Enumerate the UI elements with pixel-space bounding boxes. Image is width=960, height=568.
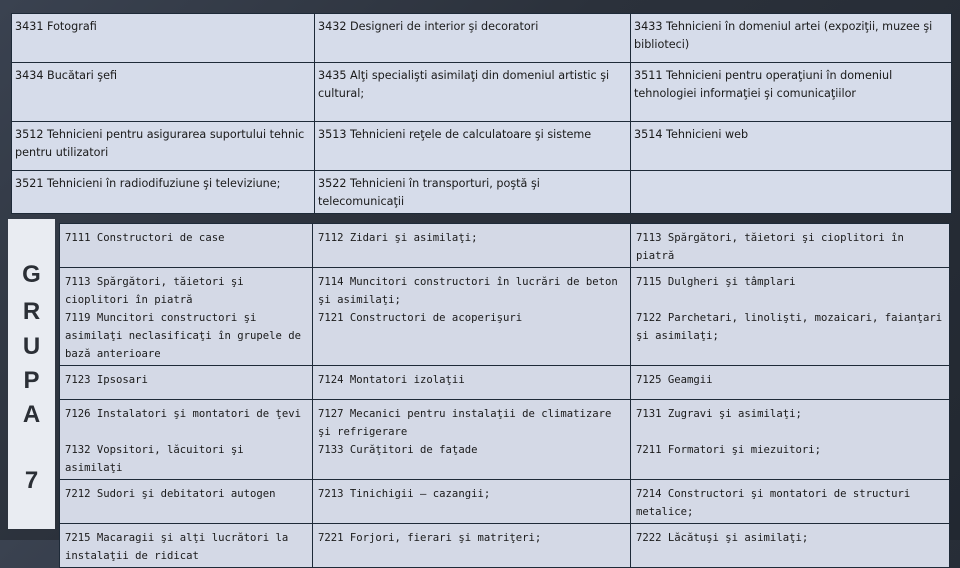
table-cell: 3432 Designeri de interior şi decoratori: [315, 14, 631, 63]
table-cell: 7111 Constructori de case: [60, 224, 313, 268]
table-cell: 3522 Tehnicieni în transporturi, poştă şi telecomunicaţii: [315, 171, 631, 214]
table-cell: 3521 Tehnicieni în radiodifuziune şi televiziune;: [12, 171, 315, 214]
side-letter-a: A: [22, 401, 41, 428]
table-row: [60, 366, 950, 400]
table-row: [60, 524, 950, 568]
table-row: [60, 224, 950, 268]
table-row: [60, 480, 950, 524]
side-letter-g: G: [22, 261, 41, 288]
side-letter-p: P: [23, 367, 40, 394]
table-cell: 7113 Spărgători, tăietori şi cioplitori în piatră: [631, 224, 950, 268]
table-cell: 7115 Dulgheri şi tâmplari 7122 Parchetari, linolişti, mozaicari, faianţari şi asimilaţi;: [631, 268, 950, 366]
side-letter-7: 7: [24, 467, 39, 494]
table-cell: 3512 Tehnicieni pentru asigurarea suportului tehnic pentru utilizatori: [12, 122, 315, 171]
table-cell: 7214 Constructori şi montatori de structuri metalice;: [631, 480, 950, 524]
table-row: [12, 171, 952, 214]
table-cell: 7213 Tinichigii – cazangii;: [313, 480, 631, 524]
table-cell: 7131 Zugravi şi asimilaţi; 7211 Formatori şi miezuitori;: [631, 400, 950, 480]
table-cell: 7114 Muncitori constructori în lucrări de beton şi asimilaţi; 7121 Constructori de acoperişuri: [313, 268, 631, 366]
table-row: [60, 268, 950, 366]
table-cell: 7215 Macaragii şi alţi lucrători la instalaţii de ridicat: [60, 524, 313, 568]
table-cell: 3514 Tehnicieni web: [631, 122, 952, 171]
table-cell: [631, 171, 952, 214]
table-cell: 7113 Spărgători, tăietori şi cioplitori în piatră 7119 Muncitori constructori şi asimilaţi neclasificaţi în grupele de bază anterioare: [60, 268, 313, 366]
table-cell: 7112 Zidari şi asimilaţi;: [313, 224, 631, 268]
table-cell: 7222 Lăcătuşi şi asimilaţi;: [631, 524, 950, 568]
table-row: [60, 400, 950, 480]
occupations-table-group-7: [59, 223, 950, 568]
table-cell: 3433 Tehnicieni în domeniul artei (expoziţii, muzee şi biblioteci): [631, 14, 952, 63]
table-cell: 7125 Geamgii: [631, 366, 950, 400]
group-7-label: [8, 219, 55, 529]
table-cell: 3431 Fotografi: [12, 14, 315, 63]
table-cell: 7127 Mecanici pentru instalaţii de climatizare şi refrigerare 7133 Curăţitori de faţade: [313, 400, 631, 480]
table-cell: 3511 Tehnicieni pentru operaţiuni în domeniul tehnologiei informaţiei şi comunicaţiilor: [631, 63, 952, 122]
side-letter-u: U: [22, 333, 41, 360]
table-cell: 3513 Tehnicieni reţele de calculatoare şi sisteme: [315, 122, 631, 171]
table-cell: 7126 Instalatori şi montatori de ţevi 7132 Vopsitori, lăcuitori şi asimilaţi: [60, 400, 313, 480]
side-letter-r: R: [22, 298, 41, 325]
occupations-table-top: [11, 13, 952, 214]
table-row: [12, 122, 952, 171]
table-row: [12, 63, 952, 122]
table-cell: 3435 Alţi specialişti asimilaţi din domeniul artistic şi cultural;: [315, 63, 631, 122]
table-cell: 7221 Forjori, fierari şi matriţeri;: [313, 524, 631, 568]
table-cell: 3434 Bucătari şefi: [12, 63, 315, 122]
table-cell: 7123 Ipsosari: [60, 366, 313, 400]
table-cell: 7212 Sudori şi debitatori autogen: [60, 480, 313, 524]
table-row: [12, 14, 952, 63]
table-cell: 7124 Montatori izolaţii: [313, 366, 631, 400]
